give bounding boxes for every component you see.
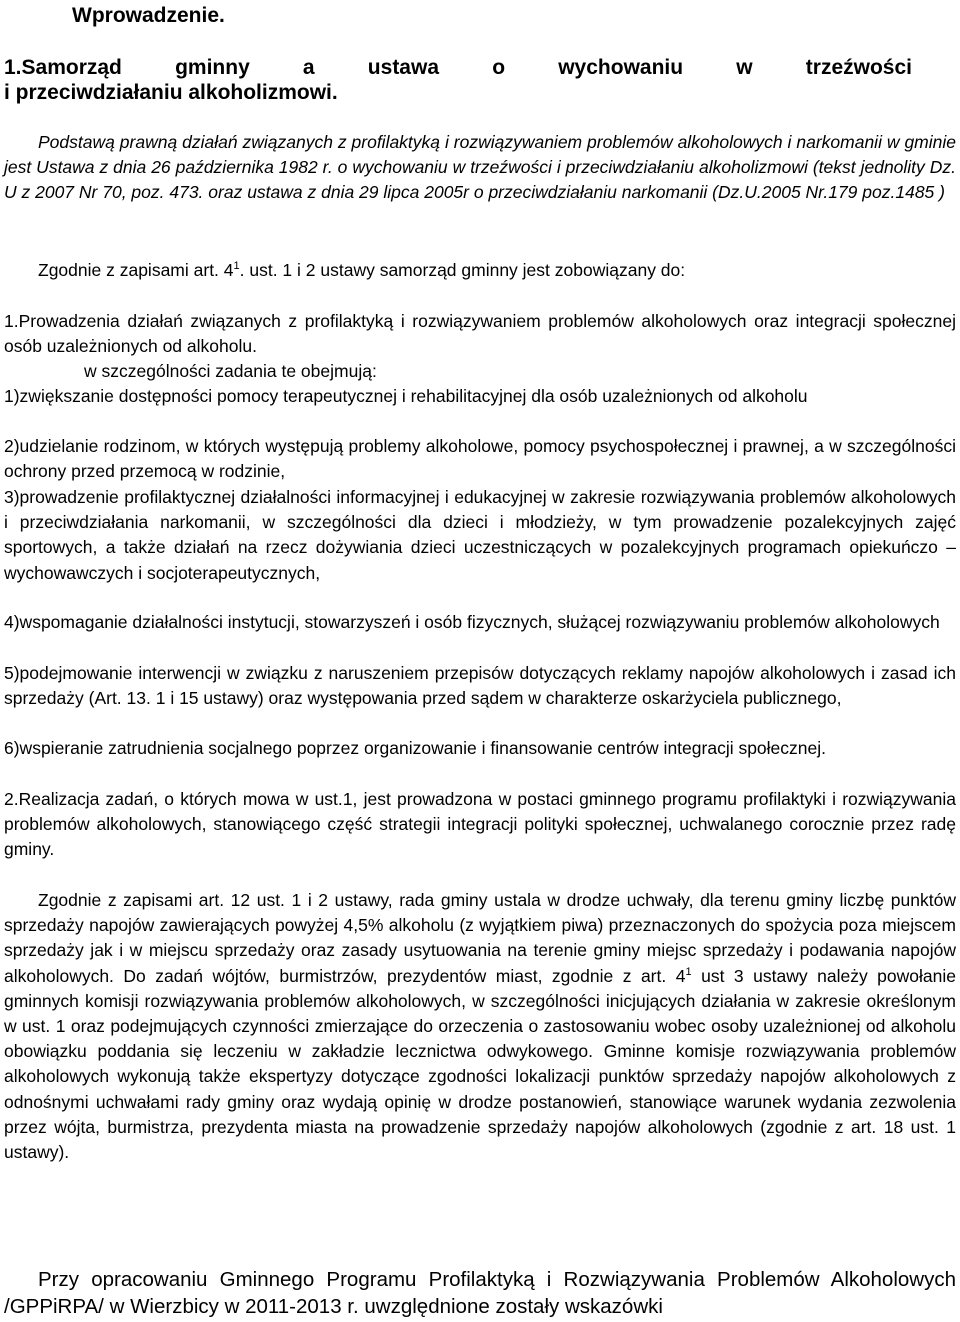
- task-3: 3)prowadzenie profilaktycznej działalności informacyjnej i edukacyjnej w zakresie rozwiązywania problemów alkoholowych i przeciwdziałania narkomanii, w szczególności dla dzieci i młodzieży, w tym prowadzenie pozalekcyjnych zajęć sportowych, a także działań na rzecz dożywiania dzieci uczestniczących w pozalekcyjnych programach opiekuńczo – wychowawczych i socjoterapeutycznych,: [4, 487, 956, 583]
- tasks-intro: w szczególności zadania te obejmują:: [84, 361, 377, 381]
- point-1-paragraph: 1.Prowadzenia działań związanych z profilaktyką i rozwiązywaniem problemów alkoholowych oraz integracji społecznej osób uzależnionych od alkoholu.: [4, 311, 956, 357]
- task-2: 2)udzielanie rodzinom, w których występują problemy alkoholowe, pomocy psychospołecznej i prawnej, a w szczególności ochrony przed przemocą w rodzinie,: [4, 436, 956, 482]
- legal-basis-paragraph: Podstawą prawną działań związanych z profilaktyką i rozwiązywaniem problemów alkoholowych i narkomanii w gminie jest Ustawa z dnia 26 października 1982 r. o wychowaniu w trzeźwości i przeciwdziałaniu alkoholizmowi (tekst jednolity Dz. U z 2007 Nr 70, poz. 473. oraz ustawa z dnia 29 lipca 2005r o przeciwdziałaniu narkomanii (Dz.U.2005 Nr.179 poz.1485 ): [4, 132, 956, 203]
- section1-heading-line1: 1.Samorząd gminny a ustawa o wychowaniu w trzeźwości: [4, 56, 912, 79]
- section1-heading-line2: i przeciwdziałaniu alkoholizmowi.: [4, 81, 338, 104]
- art4-intro-text-a: Zgodnie z zapisami art. 4: [38, 260, 234, 280]
- art12-superscript: 1: [685, 965, 692, 978]
- closing-paragraph: Przy opracowaniu Gminnego Programu Profilaktyką i Rozwiązywania Problemów Alkoholowych /GPPiRPA/ w Wierzbicy w 2011-2013 r. uwzględnione zostały wskazówki: [4, 1268, 956, 1318]
- art12-paragraph: [4, 888, 956, 1165]
- art12-text-b: ust 3 ustawy należy powołanie gminnych komisji rozwiązywania problemów alkoholowych, w szczególności inicjujących działania w zakresie określonym w ust. 1 oraz podejmujących czynności zmierzające do orzeczenia o zastosowaniu wobec osoby uzależnionej od alkoholu obowiązku poddania się leczeniu w zakładzie lecznictwa odwykowego. Gminne komisje rozwiązywania problemów alkoholowych wykonują także ekspertyzy dotyczące zgodności lokalizacji punktów sprzedaży napojów alkoholowych z odnośnymi uchwałami rady gminy oraz wydają opinię w drodze postanowień, stanowiące warunek wydania zezwolenia przez wójta, burmistrza, prezydenta miasta na prowadzenie sprzedaży napojów alkoholowych (zgodnie z art. 18 ust. 1 ustawy).: [4, 965, 956, 1163]
- art4-intro-text-b: . ust. 1 i 2 ustawy samorząd gminny jest zobowiązany do:: [239, 260, 686, 280]
- document-title: Wprowadzenie.: [72, 4, 225, 27]
- art4-intro-paragraph: [4, 258, 956, 283]
- point-2-paragraph: 2.Realizacja zadań, o których mowa w ust.1, jest prowadzona w postaci gminnego programu profilaktyki i rozwiązywania problemów alkoholowych, stanowiącego część strategii integracji polityki społecznej, uchwalanego corocznie przez radę gminy.: [4, 789, 956, 860]
- task-5: 5)podejmowanie interwencji w związku z naruszeniem przepisów dotyczących reklamy napojów alkoholowych i zasad ich sprzedaży (Art. 13. 1 i 15 ustawy) oraz występowania przed sądem w charakterze oskarżyciela publicznego,: [4, 663, 956, 709]
- task-4: 4)wspomaganie działalności instytucji, stowarzyszeń i osób fizycznych, służącej rozwiązywaniu problemów alkoholowych: [4, 612, 940, 632]
- task-1: 1)zwiększanie dostępności pomocy terapeutycznej i rehabilitacyjnej dla osób uzależnionych od alkoholu: [4, 386, 808, 406]
- task-6: 6)wspieranie zatrudnienia socjalnego poprzez organizowanie i finansowanie centrów integracji społecznej.: [4, 738, 827, 758]
- art4-superscript: 1: [233, 260, 240, 273]
- art12-text-a: Zgodnie z zapisami art. 12 ust. 1 i 2 ustawy, rada gminy ustala w drodze uchwały, dla terenu gminy liczbę punktów sprzedaży napojów zawierających powyżej 4,5% alkoholu (z wyjątkiem piwa) przeznaczonych do spożycia poza miejscem sprzedaży jak i w miejscu sprzedaży oraz zasady usytuowania na terenie gminy miejsc sprzedaży i podawania napojów alkoholowych. Do zadań wójtów, burmistrzów, prezydentów miast, zgodnie z art. 4: [4, 890, 956, 986]
